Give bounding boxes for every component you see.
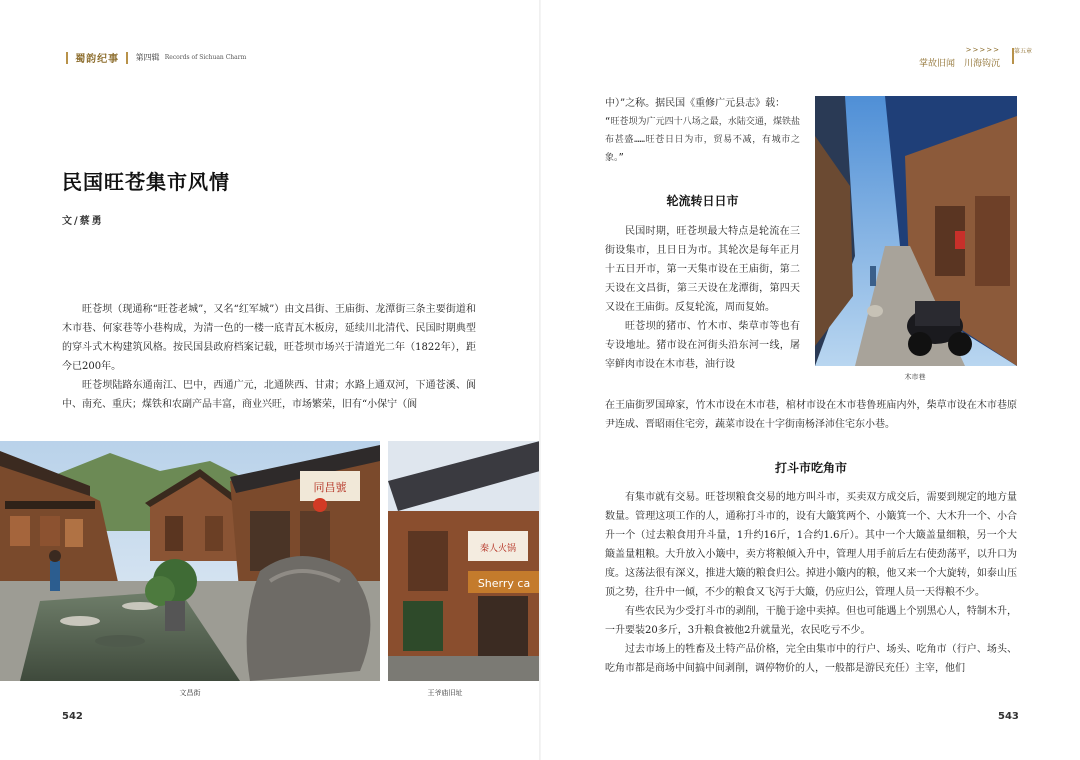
header-divider bbox=[126, 52, 128, 64]
header-subtitle: 掌故旧闻 川海钩沉 bbox=[918, 59, 1000, 69]
photo-mushi-lane bbox=[815, 96, 1017, 366]
english-series-title: Records of Sichuan Charm bbox=[164, 54, 247, 61]
page-number-left: 542 bbox=[62, 711, 83, 722]
article-author: 文/蔡勇 bbox=[62, 216, 104, 227]
shop-sign-text: 秦人火锅 bbox=[479, 544, 517, 554]
section2-text bbox=[605, 488, 1017, 678]
chapter-label: 第四辑 bbox=[135, 53, 160, 62]
header-divider bbox=[66, 52, 68, 64]
series-title: 蜀韵纪事 bbox=[75, 54, 120, 65]
section1-continuation bbox=[605, 396, 1017, 434]
photo-wenchang-street bbox=[0, 441, 380, 681]
paragraph: 中）”之称。据民国《重修广元县志》载： bbox=[605, 98, 786, 109]
caption-wenchang: 文昌街 bbox=[179, 689, 201, 697]
paragraph: 过去市场上的牲畜及土特产品价格，完全由集市中的行户、场头、吃角市（行户、场头、吃角市都是商场中间搞中间剥削，调停物价的人，一般都是游民充任）主宰，他们 bbox=[605, 644, 1017, 674]
shop-sign-text: 同昌號 bbox=[313, 481, 347, 494]
caption-mushi: 木市巷 bbox=[904, 373, 926, 381]
article-title: 民国旺苍集市风情 bbox=[62, 170, 230, 194]
paragraph: 有集市就有交易。旺苍坝粮食交易的地方叫斗市，买卖双方成交后，需要到规定的地方量数量。管理这项工作的人，通称打斗市的，设有大簸箕两个、小簸箕一个、大木升一个、小合升一个（过去粮食用升斗量，1升约16斤，1合约1.6斤）。其中一个大簸盖量细粮，另一个大簸盖量粗粮。大升放入小簸中，卖方将粮倾入升中，管理人用手前后左右使劲荡平，以升口为度。这荡法很有深义，推进大簸的粮食归公。掉进小簸内的粮，他又来一个大旋转，如泰山压顶之势，往升中一倾，不少的粮食又飞泻于大簸，仍应归公，管理人员一天得粮不少。 bbox=[605, 492, 1017, 598]
section-heading: 打斗市吃角市 bbox=[774, 461, 847, 475]
header-arrows: >>>>> bbox=[965, 46, 1000, 54]
paragraph: 有些农民为少受打斗市的剥削，干脆于途中卖掉。但也可能遇上个别黑心人，特制木升，一升要装20多斤，3升粮食被他2升就量光，农民吃亏不少。 bbox=[605, 606, 1017, 636]
right-top-text bbox=[605, 94, 800, 167]
left-running-header bbox=[62, 50, 246, 65]
section-heading: 轮流转日日市 bbox=[666, 194, 739, 208]
paragraph: 旺苍坝（现通称“旺苍老城”，又名“红军城”）由文昌街、王庙街、龙潭街三条主要街道和木市巷、何家巷等小巷构成，为清一色的一楼一底青瓦木板房，延续川北清代、民国时期典型的穿斗式木构建筑风格。按民国县政府档案记载，旺苍坝市场兴于清道光二年（1822年），距今已200年。 bbox=[62, 304, 476, 372]
section1-text bbox=[605, 222, 800, 374]
caption-wangmiao: 王爷庙旧址 bbox=[427, 689, 463, 697]
paragraph: 民国时期，旺苍坝最大特点是轮流在三街设集市，且日日为市。其轮次是每年正月十五日开市，第一天集市设在王庙街，第二天设在文昌街，第三天设在龙潭街，第四天又设在王庙街。反复轮流，周而复始。 bbox=[605, 226, 800, 313]
chapter-label-right: 第五章 bbox=[1013, 48, 1032, 55]
paragraph: 旺苍坝陆路东通南江、巴中，西通广元，北通陕西、甘肃；水路上通双河，下通苍溪、阆中、南充、重庆；煤铁和农副产品丰富，商业兴旺，市场繁荣，旧有“小保宁（阆 bbox=[62, 380, 476, 410]
paragraph: 旺苍坝的猪市、竹木市、柴草市等也有专设地址。猪市设在河街头沿东河一线，屠宰鲜肉市设在木市巷，油行设 bbox=[605, 321, 800, 370]
quote-block: “旺苍坝为广元四十八场之最，水陆交通，煤铁盐布甚盛……旺苍日日为市，贸易不减，有城市之象。” bbox=[605, 117, 800, 163]
photo-wangmiao-left-half bbox=[388, 441, 540, 681]
page-number-right: 543 bbox=[998, 711, 1019, 722]
shop-sign-text: Sherry ca bbox=[477, 577, 531, 590]
left-body-text bbox=[62, 300, 476, 414]
paragraph: 在王庙街罗国璋家，竹木市设在木市巷，棺材市设在木市巷鲁班庙内外，柴草市设在木市巷原尹连成、晋昭雨住宅旁，蔬菜市设在十字街南杨泽沛住宅东小巷。 bbox=[605, 400, 1017, 430]
